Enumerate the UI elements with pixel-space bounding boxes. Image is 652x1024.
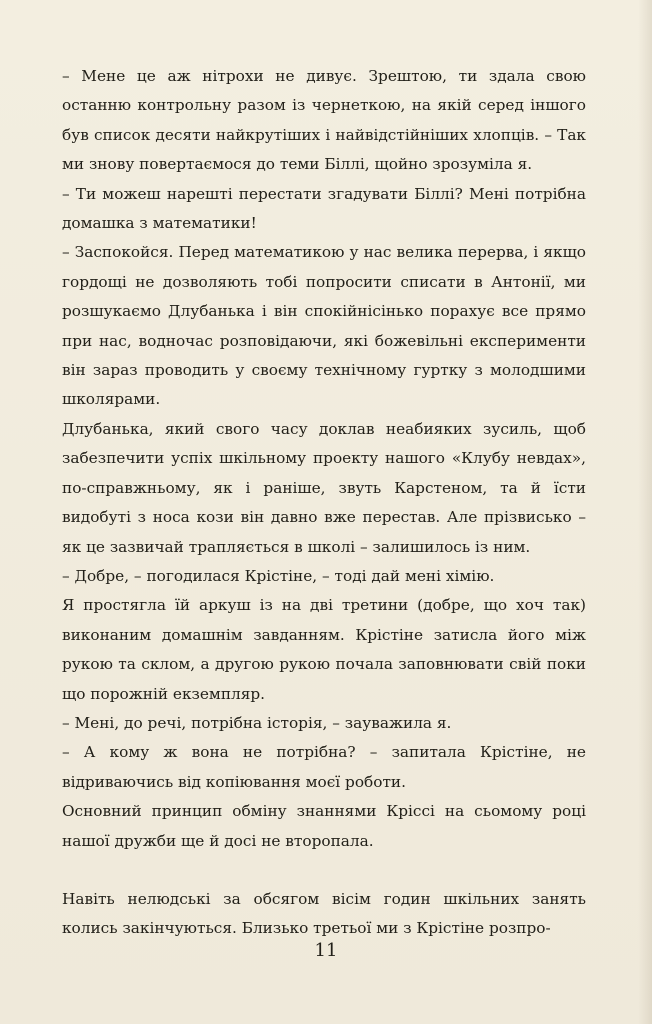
- paragraph-7: – Мені, до речі, потрібна історія, – зауважила я.: [62, 713, 452, 732]
- paragraph-5: – Добре, – погодилася Крістіне, – тоді дай мені хімію.: [62, 566, 495, 585]
- paragraph-4: Длубанька, який свого часу доклав неабияких зусиль, щоб забезпечити успіх шкільному проекту нашого «Клубу невдах», по-справжньому, як і раніше, звуть Карстеном, та й їсти видобуті з носа кози він давно вже перестав. Але прізвисько – як це зазвичай трапляється в школі – залишилось із ним.: [62, 419, 586, 556]
- paragraph-10: Навіть нелюдські за обсягом вісім годин шкільних занять колись закінчуються. Близько третьої ми з Крістіне розпро-: [62, 889, 586, 938]
- body-text: [62, 62, 586, 944]
- paragraph-8: – А кому ж вона не потрібна? – запитала Крістіне, не відриваючись від копіювання моєї роботи.: [62, 743, 586, 791]
- paragraph-2: – Ти можеш нарешті перестати згадувати Біллі? Мені потрібна домашка з математики!: [62, 184, 586, 233]
- paragraph-1: – Мене це аж нітрохи не дивує. Зрештою, ти здала свою останню контрольну разом із чернеткою, на якій серед іншого був список десяти найкрутіших і найвідстійніших хлопців. – Так ми знову повертаємося до теми Біллі, щойно зрозуміла я.: [62, 67, 586, 174]
- paragraph-3: – Заспокойся. Перед математикою у нас велика перерва, і якщо гордощі не дозволяють тобі попросити списати в Антонії, ми розшукаємо Длубанька і він спокійнісінько порахує все прямо при нас, водночас розповідаючи, які божевільні експерименти він зараз проводить у своєму технічному гуртку з молодшими школярами.: [62, 243, 586, 409]
- paragraph-9: Основний принцип обміну знаннями Кріссі на сьомому році нашої дружби ще й досі не второпала.: [62, 802, 586, 850]
- paragraph-6: Я простягла їй аркуш із на дві третини (добре, що хоч так) виконаним домашнім завданням. Крістіне затисла його між рукою та склом, а другою рукою почала заповнювати свій поки що порожній екземпляр.: [62, 596, 586, 703]
- page-edge-shadow: [638, 0, 652, 1024]
- page-number: 11: [314, 940, 338, 961]
